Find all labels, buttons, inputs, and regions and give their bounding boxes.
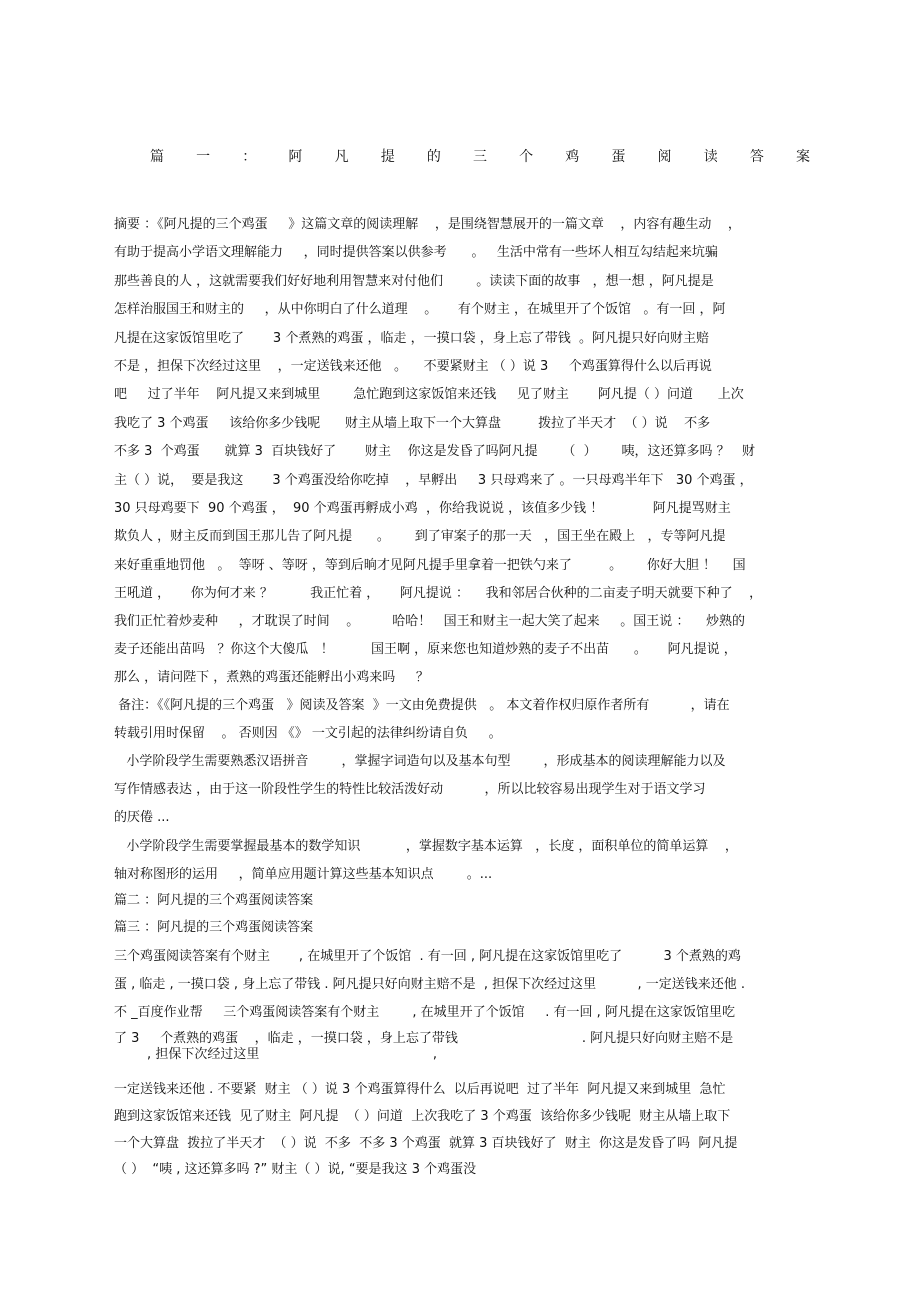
text-line: 跑到这家饭馆来还钱 见了财主 阿凡提 （ ）问道 上次我吃了 3 个鸡蛋 该给你多少钱呢 财主从墙上取下: [114, 1109, 731, 1124]
text-line: 不 _百度作业帮 三个鸡蛋阅读答案有个财主 , 在城里开了个饭馆 . 有一回 , 阿凡提在这家饭馆里吃: [114, 1005, 735, 1020]
text-line: 凡提在这家饭馆里吃了 3 个煮熟的鸡蛋 ，临走 ，一摸口袋 ，身上忘了带钱 。阿凡提只好向财主赔: [114, 331, 709, 346]
title-char: 答: [749, 149, 764, 165]
text-line: 小学阶段学生需要熟悉汉语拼音 ，掌握字词造句以及基本句型 ，形成基本的阅读理解能力以及: [114, 754, 726, 769]
text-line: 的厌倦 ...: [114, 810, 170, 825]
text-line: 了 3 个煮熟的鸡蛋 ，临走 ，一摸口袋 ，身上忘了带钱 . 阿凡提只好向财主赔不是: [114, 1031, 734, 1046]
title-char: 鸡: [565, 149, 580, 165]
text-line: 那么 ，请问陛下 ，煮熟的鸡蛋还能孵出小鸡来吗 ？: [114, 670, 429, 685]
text-line: 不是 ，担保下次经过这里 ，一定送钱来还他 。 不要紧财主 （ ）说 3 个鸡蛋算得什么以后再说: [114, 359, 712, 374]
text-line: 那些善良的人 ，这就需要我们好好地利用智慧来对付他们 。读读下面的故事 ，想一想 ，阿凡提是: [114, 274, 714, 289]
text-line: 一个大算盘 拨拉了半天才 （ ）说 不多 不多 3 个鸡蛋 就算 3 百块钱好了 财主 你这是发昏了吗 阿凡提: [114, 1136, 738, 1151]
text-line: 写作情感表达 ，由于这一阶段性学生的特性比较活泼好动 ，所以比较容易出现学生对于语文学习: [114, 782, 706, 797]
title-char: 篇: [150, 149, 164, 165]
text-line: 主（ ）说， 要是我这 3 个鸡蛋没给你吃掉 ，早孵出 3 只母鸡来了 。一只母鸡半年下 30 个鸡蛋 ，: [114, 473, 753, 488]
title-char: 提: [380, 149, 395, 165]
text-line: 三个鸡蛋阅读答案有个财主 , 在城里开了个饭馆 . 有一回 , 阿凡提在这家饭馆里吃了 3 个煮熟的鸡: [114, 949, 741, 964]
text-line: 不多 3 个鸡蛋 就算 3 百块钱好了 财主 你这是发昏了吗阿凡提 （ ） 咦，这还算多吗 ？ 财: [114, 444, 755, 459]
text-line: 备注：《《阿凡提的三个鸡蛋 》阅读及答案 》一文由免费提供 。 本文着作权归原作者所有 ，请在: [114, 698, 730, 713]
text-line: , 担保下次经过这里 ,: [114, 1047, 438, 1062]
text-line: 转载引用时保留 。 否则因 《》 一文引起的法律纠纷请自负 。: [114, 726, 502, 741]
title-char: 个: [519, 149, 534, 165]
text-line: 欺负人 ，财主反而到国王那儿告了阿凡提 。 到了审案子的那一天 ，国王坐在殿上 ，专等阿凡提: [114, 529, 726, 544]
title-char: 读: [703, 149, 718, 165]
title-char: 一: [196, 149, 211, 165]
title-char: 的: [426, 149, 441, 165]
text-line: 摘要 ：《阿凡提的三个鸡蛋 》这篇文章的阅读理解 ，是围绕智慧展开的一篇文章 ，内容有趣生动 ，: [114, 217, 741, 232]
title-char: ：: [242, 149, 257, 165]
title-char: 三: [472, 149, 487, 165]
text-line: 有助于提高小学语文理解能力 ，同时提供答案以供参考 。 生活中常有一些坏人相互勾结起来坑骗: [114, 245, 718, 260]
text-line: 来好重重地罚他 。 等呀 、等呀 ，等到后晌才见阿凡提手里拿着一把铁勺来了 。 你好大胆 ！ 国: [114, 558, 746, 573]
text-line: 我们正忙着炒麦种 ，才耽误了时间 。 哈哈！ 国王和财主一起大笑了起来 。国王说 ： 炒熟的: [114, 614, 745, 629]
title-char: 阿: [288, 149, 303, 165]
text-line: 篇三 ：阿凡提的三个鸡蛋阅读答案: [114, 920, 314, 935]
title-char: 蛋: [611, 149, 626, 165]
text-line: 一定送钱来还他 . 不要紧 财主 （ ）说 3 个鸡蛋算得什么 以后再说吧 过了半年 阿凡提又来到城里 急忙: [114, 1082, 726, 1097]
text-line: 轴对称图形的运用 ，简单应用题计算这些基本知识点 。...: [114, 867, 493, 882]
text-line: 篇二 ：阿凡提的三个鸡蛋阅读答案: [114, 893, 314, 908]
text-line: 怎样治服国王和财主的 ，从中你明白了什么道理 。 有个财主 ，在城里开了个饭馆 。有一回 ，阿: [114, 302, 726, 317]
text-line: 王吼道 ， 你为何才来 ？ 我正忙着 ， 阿凡提说 ： 我和邻居合伙种的二亩麦子明天就要下种了 ，: [114, 586, 763, 601]
title-char: 阅: [657, 149, 672, 165]
title-char: 凡: [334, 149, 349, 165]
title-char: 案: [795, 149, 810, 165]
text-line: （ ） “咦 , 这还算多吗 ?” 财主（ ）说, “要是我这 3 个鸡蛋没: [114, 1162, 477, 1177]
text-line: 我吃了 3 个鸡蛋 该给你多少钱呢 财主从墙上取下一个大算盘 拨拉了半天才 （ ）说 不多: [114, 416, 711, 431]
text-line: 小学阶段学生需要掌握最基本的数学知识 ，掌握数字基本运算 ，长度 ，面积单位的简单运算 ，: [114, 839, 738, 854]
text-line: 吧 过了半年 阿凡提又来到城里 急忙跑到这家饭馆来还钱 见了财主 阿凡提（ ）问道 上次: [114, 387, 744, 402]
text-line: 30 只母鸡要下 90 个鸡蛋 ， 90 个鸡蛋再孵成小鸡 ，你给我说说 ，该值多少钱 ！ 阿凡提骂财主: [114, 501, 731, 516]
text-line: 蛋 , 临走 , 一摸口袋 , 身上忘了带钱 . 阿凡提只好向财主赔不是 , 担保下次经过这里 , 一定送钱来还他 .: [114, 977, 745, 992]
text-line: 麦子还能出苗吗 ？你这个大傻瓜 ！ 国王啊 ，原来您也知道炒熟的麦子不出苗 。 阿凡提说 ，: [114, 642, 737, 657]
document-title: [150, 146, 810, 168]
